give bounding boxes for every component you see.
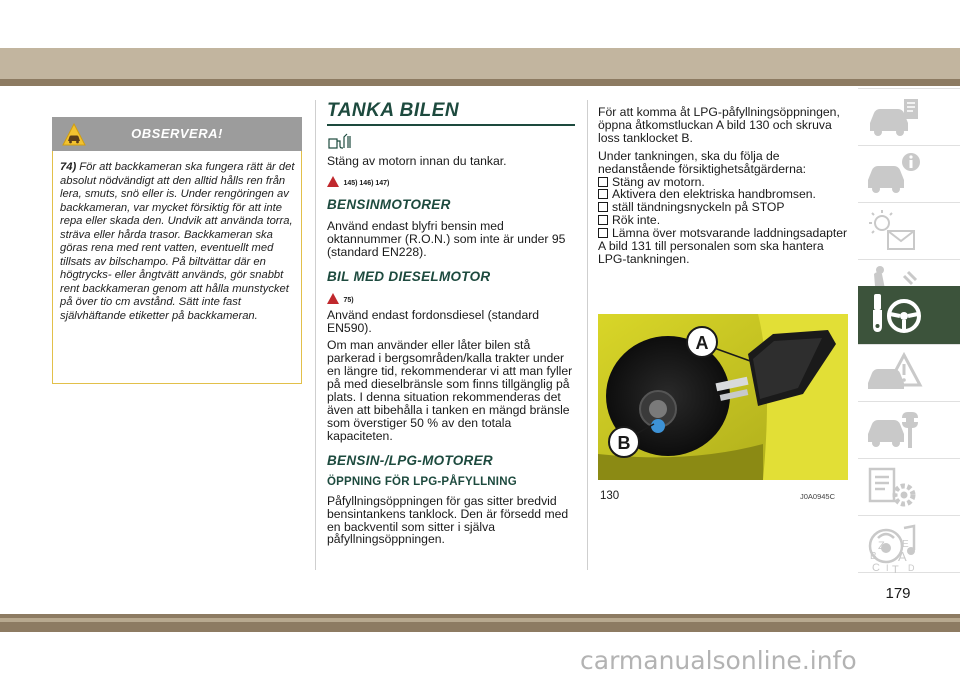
precaution-item: Aktivera den elektriska handbromsen. <box>598 188 848 201</box>
sidebar-tab-lights[interactable] <box>858 202 960 260</box>
checkbox-icon <box>598 189 608 199</box>
fuel-pump-icon <box>327 133 353 149</box>
breakdown-triangle-icon <box>864 349 924 397</box>
svg-text:T: T <box>892 564 899 575</box>
notice-text: För att backkameran ska fungera rätt är det absolut nödvändigt att den alltid hålls ren från lera, smuts, snö eller is. Under rengöringen av backkameran, var mycket försiktig för att inte repa eller skada den. Undvik att använda torra, sträva eller hårda trasor. Backkameran ska göras rena med rent vatten, eventuellt med tillsats av bilschampo. På biltvättar där en högtrycks- eller ångtvätt används, gör snabbt rent backkameran genom att hålla munstycket på över tio cm avstånd. Sätt inte fast självhäftande etiketter på backkameran. <box>60 161 295 322</box>
diesel-refs: 75) <box>343 296 354 304</box>
diesel-text-1: Använd endast fordonsdiesel (standard EN590). <box>327 307 540 335</box>
lpg-subheading: ÖPPNING FÖR LPG-PÅFYLLNING <box>327 475 517 488</box>
intro-text: Stäng av motorn innan du tankar. <box>327 154 507 168</box>
sidebar-tab-technical-data[interactable] <box>858 458 960 516</box>
notice-ref: 74) <box>60 161 77 173</box>
callout-a-label: A <box>695 333 709 353</box>
car-info-icon <box>864 93 924 141</box>
sidebar-tab-maintenance[interactable] <box>858 401 960 459</box>
intro-refs-row <box>327 174 577 186</box>
svg-text:B: B <box>870 551 877 562</box>
diesel-heading: BIL MED DIESELMOTOR <box>327 268 491 284</box>
key-steering-wheel-icon <box>864 290 924 340</box>
section-title-rule <box>327 124 575 126</box>
precautions-list <box>598 176 848 266</box>
checkbox-icon <box>598 228 608 238</box>
svg-text:I: I <box>886 563 889 573</box>
fuel-flap-illustration <box>598 314 848 480</box>
svg-text:D: D <box>908 563 915 573</box>
top-margin <box>0 0 960 48</box>
lpg-text: Påfyllningsöppningen för gas sitter bredvid bensintankens tanklock. Den är försedd med en backventil som sitter i själva påfyllningsöppningen. <box>327 493 569 547</box>
sidebar-tab-starting-driving[interactable] <box>858 286 960 344</box>
diesel-text-2: Om man använder eller låter bilen stå parkerad i bergsområden/kalla trakter under en längre tid, rekommenderar vi att man fyller på med dieselbränsle som finns tillgänglig på plats. I denna situation rekommenderas det även att bibehålla i tanken en mängd bränsle som överstiger 50 % av den totala kapaciteten. <box>327 338 573 443</box>
intro-refs: 145) 146) 147) <box>343 179 390 187</box>
footer-band <box>0 614 960 632</box>
column-2 <box>327 100 577 546</box>
danger-triangle-icon <box>327 293 339 304</box>
figure-code: J0A0945C <box>800 492 836 501</box>
column-divider-1 <box>315 100 316 570</box>
petrol-text: Använd endast blyfri bensin med oktannummer (R.O.N.) som inte är under 95 (standard EN228). <box>327 218 566 259</box>
precaution-item: Stäng av motorn. <box>598 176 848 189</box>
lpg-heading: BENSIN-/LPG-MOTORER <box>327 452 493 468</box>
svg-text:E: E <box>902 539 909 550</box>
precaution-item: ställ tändningsnyckeln på STOP <box>598 201 848 214</box>
diesel-refs-row <box>327 291 577 303</box>
precaution-item: Lämna över motsvarande laddningsadapter A bild 131 till personalen som ska hantera LPG-tankningen. <box>598 226 848 266</box>
figure-number: 130 <box>600 490 620 502</box>
svg-text:A: A <box>898 549 907 564</box>
car-wrench-icon <box>864 406 924 454</box>
precaution-item: Rök inte. <box>598 214 848 227</box>
section-title: TANKA BILEN <box>327 100 460 121</box>
notice-header <box>52 117 302 151</box>
svg-text:C: C <box>872 562 880 574</box>
callout-b-label: B <box>617 433 631 453</box>
sidebar-tab-warnings[interactable] <box>858 145 960 203</box>
petrol-heading: BENSINMOTORER <box>327 196 451 212</box>
column-divider-2 <box>587 100 588 570</box>
checkbox-icon <box>598 202 608 212</box>
header-band-stripe <box>0 79 960 86</box>
notice-title: OBSERVERA! <box>131 126 223 141</box>
sidebar-tab-emergency[interactable] <box>858 344 960 402</box>
lpg-access-text: För att komma åt LPG-påfyllningsöppningen, öppna åtkomstluckan A bild 130 och skruva loss tanklocket B. <box>598 105 840 145</box>
danger-triangle-icon <box>327 176 339 187</box>
precautions-intro: Under tankningen, ska du följa de nedanstående försiktighetsåtgärderna: <box>598 148 807 176</box>
light-envelope-icon <box>864 207 924 255</box>
sidebar-tab-car-info[interactable] <box>858 88 960 146</box>
checkbox-icon <box>598 177 608 187</box>
watermark-text: carmanualsonline.info <box>580 646 857 675</box>
footer-band-stripe <box>0 618 960 622</box>
notice-text-block <box>60 161 298 323</box>
column-3 <box>598 106 848 266</box>
svg-text:Z: Z <box>878 540 885 552</box>
fuel-flap-photo <box>598 314 848 480</box>
car-warning-icon <box>62 123 86 147</box>
checkbox-icon <box>598 215 608 225</box>
page-number: 179 <box>885 585 911 602</box>
car-warning-info-icon <box>864 150 924 198</box>
index-letters-icon <box>864 535 924 575</box>
spec-gear-icon <box>864 463 924 511</box>
